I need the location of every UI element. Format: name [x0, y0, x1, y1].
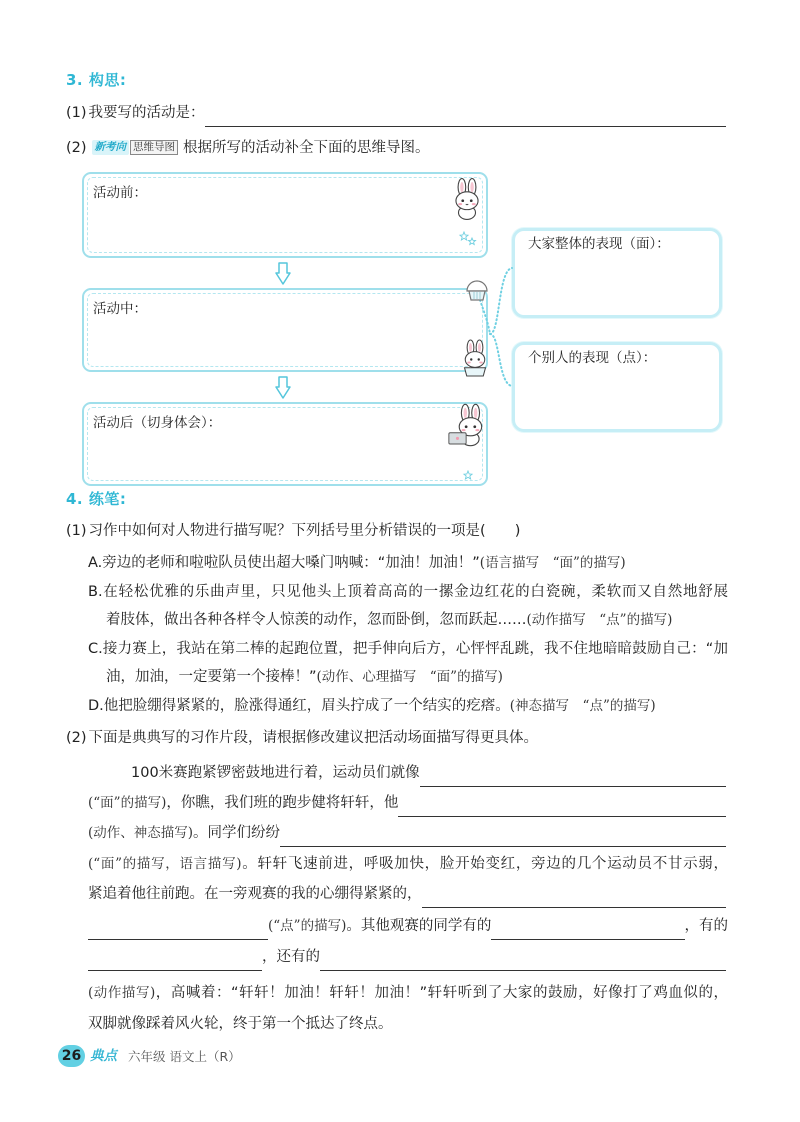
option-a-text: A.旁边的老师和啦啦队员使出超大嗓门呐喊：“加油！加油！”: [88, 555, 480, 571]
revision-note: (“面”的描写，语言描写): [88, 856, 242, 872]
question-text: 习作中如何对人物进行描写呢？下列括号里分析错误的一项是( ): [88, 523, 521, 539]
passage-line-6: [88, 912, 728, 940]
passage-text: ，有的: [684, 918, 728, 934]
activity-answer-blank[interactable]: [205, 99, 726, 127]
question-text: 我要写的活动是：: [88, 105, 205, 121]
option-c-note: (动作、心理描写 “面”的描写): [316, 669, 503, 685]
passage-text: 。其他观赛的同学有的: [346, 918, 492, 934]
mindmap-overall-box[interactable]: [512, 228, 722, 318]
new-trend-badge: [92, 139, 179, 156]
question-number: (1): [66, 105, 87, 121]
book-title: 六年级 语文上（R）: [128, 1049, 241, 1064]
option-a-note: (语言描写 “面”的描写): [479, 555, 626, 571]
answer-blank[interactable]: [88, 943, 262, 971]
answer-blank[interactable]: [491, 912, 684, 940]
cupcake-icon: [464, 278, 490, 302]
option-b-line-2-text: 着肢体，做出各种各样令人惊羡的动作，忽而卧倒，忽而跃起……: [106, 612, 527, 628]
brand-logo: 典点: [90, 1048, 117, 1064]
s4-question-2: [66, 724, 538, 752]
option-b: [88, 578, 728, 634]
answer-blank[interactable]: [420, 759, 726, 787]
passage-line-9: [88, 1010, 393, 1038]
question-text: 下面是典典写的习作片段，请根据修改建议把活动场面描写得更具体。: [88, 730, 539, 746]
option-c-line-1: C.接力赛上，我站在第二棒的起跑位置，把手伸向后方，心怦怦乱跳，我不住地暗暗鼓励自己：“加: [88, 641, 728, 657]
mindmap-after-box[interactable]: [82, 402, 488, 486]
mindmap-after-label: 活动后（切身体会）：: [93, 415, 222, 431]
down-arrow-icon: [275, 376, 291, 400]
star-icon: [458, 470, 478, 484]
option-a: [88, 549, 626, 577]
passage-text: ，还有的: [262, 949, 320, 965]
revision-note: (“面”的描写): [88, 795, 167, 811]
passage-text: 紧追着他往前跑。在一旁观赛的我的心绷得紧紧的，: [88, 886, 422, 902]
bunny-illustration: [460, 338, 490, 378]
option-d-text: D.他把脸绷得紧紧的，脸涨得通红，眉头拧成了一个结实的疙瘩。: [88, 698, 510, 714]
passage-line-1: [131, 759, 726, 787]
bunny-illustration: [450, 176, 484, 222]
passage-text: ，你瞧，我们班的跑步健将轩轩，他: [166, 795, 399, 811]
option-b-note: (动作描写 “点”的描写): [526, 612, 673, 628]
passage-line-7: [88, 943, 726, 971]
page-number: 26: [58, 1045, 85, 1067]
s3-question-1: [66, 99, 726, 127]
answer-blank[interactable]: [280, 819, 726, 847]
bunny-illustration: [448, 403, 486, 447]
mindmap-during-label: 活动中：: [93, 301, 147, 317]
mindmap-overall-label: 大家整体的表现（面）：: [528, 236, 670, 252]
option-c-line-2-text: 油，加油，一定要第一个接棒！”: [106, 669, 317, 685]
option-b-line-1: B.在轻松优雅的乐曲声里，只见他头上顶着高高的一摞金边红花的白瓷碗，柔软而又自然地舒展: [88, 584, 728, 600]
question-number: (1): [66, 523, 87, 539]
mindmap-before-box[interactable]: [82, 172, 488, 258]
section-4-heading: 4. 练笔:: [66, 490, 127, 508]
badge-label: 思维导图: [130, 140, 178, 155]
mindmap-during-box[interactable]: [82, 288, 488, 372]
badge-tag: 新考向: [92, 140, 130, 155]
passage-text: ，高喊着：“轩轩！加油！轩轩！加油！”轩轩听到了大家的鼓励，好像打了鸡血似的，: [155, 985, 728, 1001]
answer-blank[interactable]: [398, 789, 726, 817]
answer-blank[interactable]: [422, 880, 727, 908]
revision-note: (动作描写): [88, 985, 156, 1001]
section-3-heading: 3. 构思:: [66, 71, 127, 89]
revision-note: (动作、神态描写): [88, 825, 194, 841]
answer-blank[interactable]: [88, 912, 268, 940]
option-c-line-2: [88, 663, 728, 691]
option-c: [88, 635, 728, 691]
answer-blank[interactable]: [320, 943, 726, 971]
mindmap-individual-box[interactable]: [512, 342, 722, 432]
passage-text: 100米赛跑紧锣密鼓地进行着，运动员们就像: [131, 765, 420, 781]
passage-text: 。同学们纷纷: [193, 825, 281, 841]
down-arrow-icon: [275, 262, 291, 286]
s3-question-2: [66, 134, 430, 162]
option-d-note: (神态描写 “点”的描写): [509, 698, 656, 714]
question-number: (2): [66, 730, 87, 746]
passage-line-3: [88, 819, 726, 847]
passage-line-8: [88, 979, 728, 1007]
revision-note: (“点”的描写): [268, 918, 347, 934]
mindmap-individual-label: 个别人的表现（点）：: [528, 350, 657, 366]
option-b-line-2: [88, 606, 728, 634]
question-text: 根据所写的活动补全下面的思维导图。: [183, 140, 430, 156]
passage-line-2: [88, 789, 726, 817]
question-number: (2): [66, 140, 87, 156]
mindmap-before-label: 活动前：: [93, 185, 147, 201]
passage-line-4: [88, 850, 728, 878]
passage-text: 双脚就像踩着风火轮，终于第一个抵达了终点。: [88, 1016, 393, 1032]
s4-question-1: [66, 517, 520, 545]
passage-line-5: [88, 880, 726, 908]
star-icon: [458, 230, 478, 248]
option-d: [88, 692, 656, 720]
passage-text: 。轩轩飞速前进，呼吸加快，脸开始变红，旁边的几个运动员不甘示弱，: [241, 856, 729, 872]
